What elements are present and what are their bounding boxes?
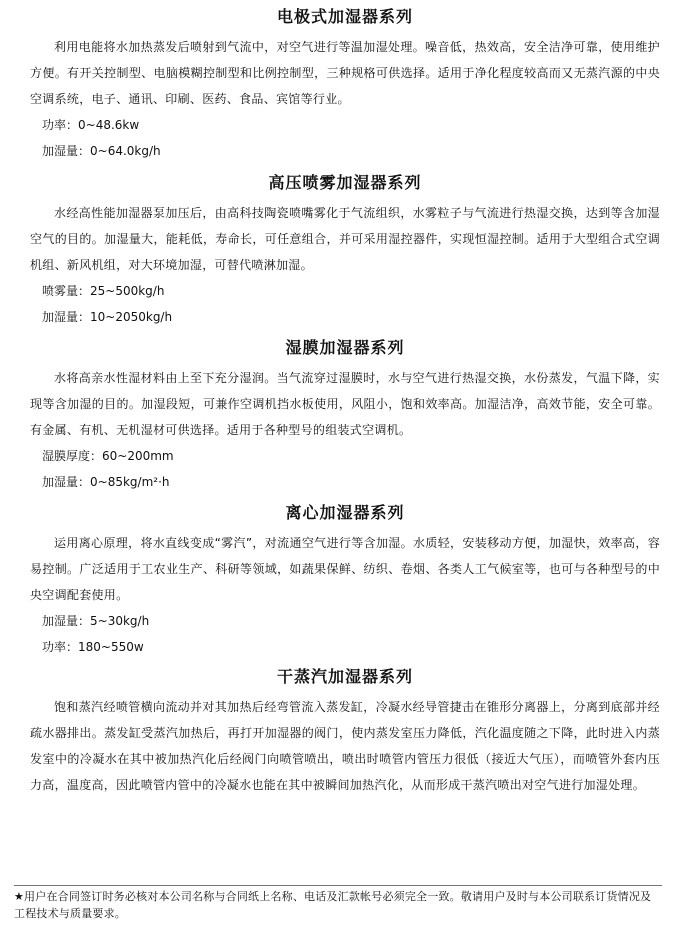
- section-description: 水将高亲水性湿材料由上至下充分湿润。当气流穿过湿膜时，水与空气进行热湿交换，水份蒸发，气温下降，实现等含加湿的目的。加湿段短，可兼作空调机挡水板使用，风阻小，饱和效率高。加湿洁净，高效节能，安全可靠。有金属、有机、无机湿材可供选择。适用于各种型号的组装式空调机。: [30, 371, 660, 437]
- section-title: 高压喷雾加湿器系列: [268, 173, 422, 192]
- spec-humidification: 加湿量：0~85kg/m²·h: [42, 475, 170, 489]
- section-description: 饱和蒸汽经喷管横向流动并对其加热后经弯管流入蒸发缸，冷凝水经导管捷击在锥形分离器上，分离到底部并经疏水器排出。蒸发缸受蒸汽加热后，再打开加湿器的阀门，使内蒸发室压力降低，汽化温度随之下降，此时进入内蒸发室中的冷凝水在其中被加热汽化后经阀门向喷管喷出，喷出时喷管内管压力很低（接近大气压），而喷管外套内压力高，温度高，因此喷管内管中的冷凝水也能在其中被瞬间加热汽化，从而形成干蒸汽喷出对空气进行加湿处理。: [30, 700, 660, 792]
- section-title: 湿膜加湿器系列: [285, 338, 405, 357]
- section-description: 运用离心原理，将水直线变成“雾汽”，对流通空气进行等含加湿。水质轻，安装移动方便，加湿快，效率高，容易控制。广泛适用于工农业生产、科研等领域，如蔬果保鲜、纺织、卷烟、各类人工气候室等，也可与各种型号的中央空调配套使用。: [30, 536, 660, 602]
- section-high-pressure-spray-humidifier: [30, 172, 660, 330]
- section-dry-steam-humidifier: [30, 666, 660, 798]
- spec-humidification: 加湿量：5~30kg/h: [42, 614, 150, 628]
- spec-spray-volume: 喷雾量：25~500kg/h: [42, 284, 165, 298]
- spec-film-thickness: 湿膜厚度：60~200mm: [42, 449, 174, 463]
- footer-note: ★用户在合同签订时务必核对本公司名称与合同纸上名称、电话及汇款帐号必须完全一致。敬请用户及时与本公司联系订货情况及工程技术与质量要求。: [14, 890, 652, 920]
- spec-power: 功率：180~550w: [42, 640, 144, 654]
- section-title: 电极式加湿器系列: [276, 7, 413, 26]
- section-electrode-humidifier: [30, 6, 660, 164]
- section-centrifugal-humidifier: [30, 502, 660, 660]
- spec-humidification: 加湿量：0~64.0kg/h: [42, 144, 161, 158]
- spec-power: 功率：0~48.6kw: [42, 118, 140, 132]
- section-description: 水经高性能加湿器泵加压后，由高科技陶瓷喷嘴雾化于气流组织，水雾粒子与气流进行热湿交换，达到等含加湿空气的目的。加湿量大，能耗低，寿命长，可任意组合，并可采用湿控器件，实现恒湿控制。适用于大型组合式空调机组、新风机组，对大环境加湿，可替代喷淋加湿。: [30, 206, 660, 272]
- section-description: 利用电能将水加热蒸发后喷射到气流中，对空气进行等温加湿处理。噪音低，热效高，安全洁净可靠，使用维护方便。有开关控制型、电脑模糊控制型和比例控制型，三种规格可供选择。适用于净化程度较高而又无蒸汽源的中央空调系统，电子、通讯、印刷、医药、食品、宾馆等行业。: [30, 40, 660, 106]
- spec-humidification: 加湿量：10~2050kg/h: [42, 310, 173, 324]
- section-title: 离心加湿器系列: [285, 503, 405, 522]
- section-title: 干蒸汽加湿器系列: [276, 667, 413, 686]
- section-wet-film-humidifier: [30, 337, 660, 495]
- footer-divider: [14, 885, 662, 886]
